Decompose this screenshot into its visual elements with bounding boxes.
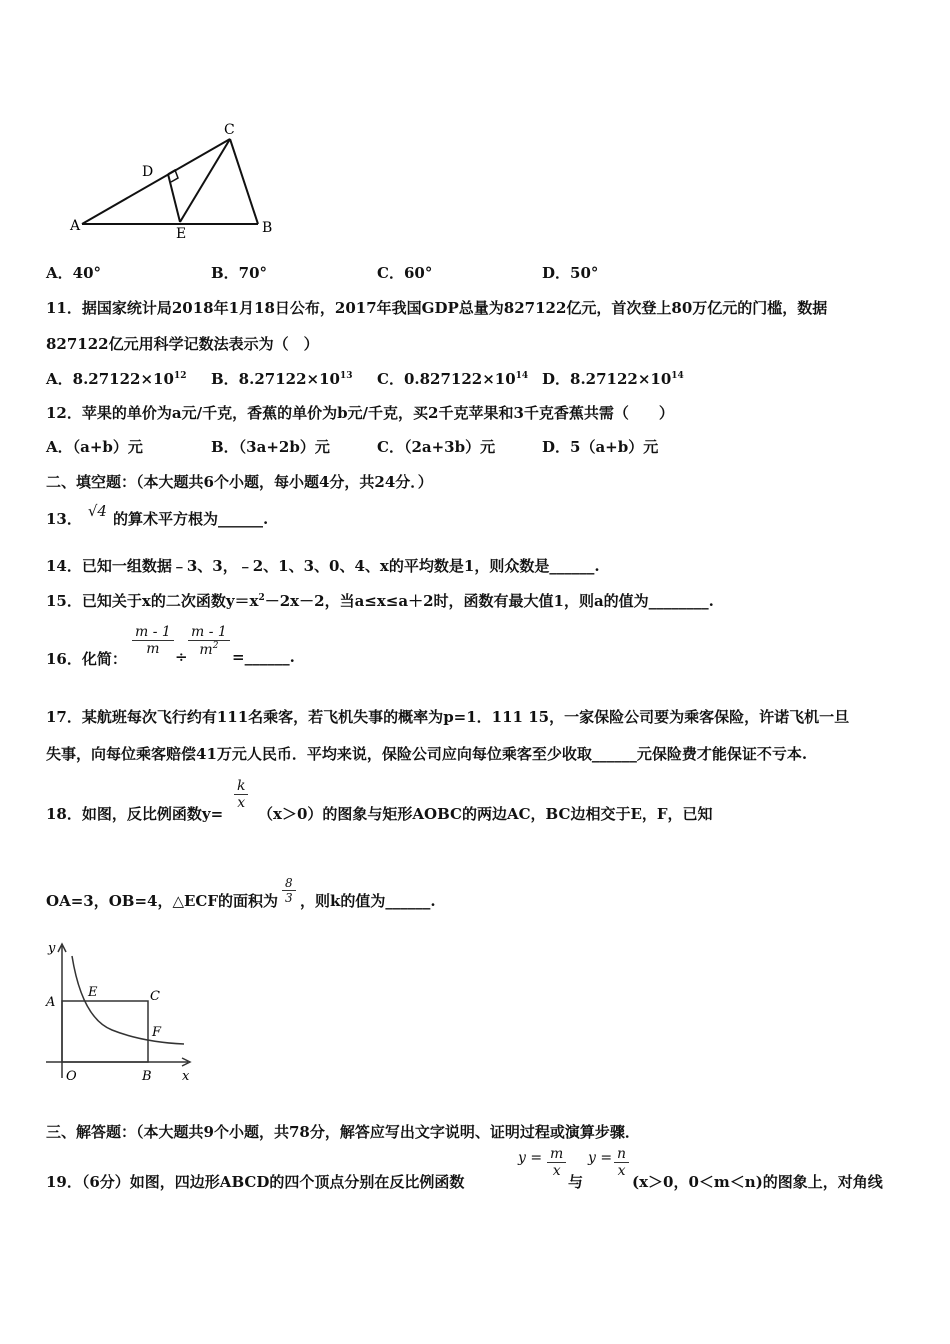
q18-line1-pre: 18．如图，反比例函数y= [46,805,224,823]
q13: 13． √4 的算术平方根为______. [46,502,269,528]
q19-pre: 19．（6分）如图，四边形ABCD的四个顶点分别在反比例函数 [46,1173,465,1191]
q11-option-d: D．$8.27122\times 10^{14}$ [542,370,684,388]
segment-CB [230,139,258,224]
label-B: B [262,220,273,236]
sqrt-4: √4 [87,502,107,520]
q16-fraction-2: $\frac{m - 1}{m^2}$ [188,624,230,658]
q16-answer-blank: =______. [232,648,295,666]
q16-fraction-1: $\frac{m - 1}{m}$ [132,624,174,657]
label-C: C [224,122,235,138]
q19-y-eq-2: y = [588,1150,613,1166]
q19-mid: 与 [568,1173,584,1191]
q18-k-over-x: $\frac{k}{x}$ [234,778,248,811]
q17-line1: 17．某航班每次飞行约有111名乘客，若飞机失事的概率为p=1．111 15，一家保险公司要为乘客保险，许诺飞机一旦 [46,708,850,726]
q12-option-a: A．（a+b）元 [46,438,143,456]
label-A: A [70,218,81,234]
segment-EC [180,139,230,222]
label-E: E [88,985,98,1000]
q11-option-c: C．$0.827122\times 10^{14}$ [377,370,529,388]
label-E: E [176,226,187,242]
q12-option-d: D．5（a+b）元 [542,438,659,456]
label-y: y [48,941,56,956]
q19-n-over-x: $\frac{n}{x}$ [614,1146,629,1179]
q12-option-b: B．（3a+2b）元 [211,438,330,456]
q12-option-c: C．（2a+3b）元 [377,438,496,456]
q19-post: (x＞0，0＜m＜n)的图象上，对角线 [632,1173,883,1191]
q18-line1-post: （x＞0）的图象与矩形AOBC的两边AC，BC边相交于E，F，已知 [258,805,713,823]
label-D: D [142,164,154,180]
q10-option-a: A．40° [46,264,102,282]
q10-option-c: C．60° [377,264,433,282]
hyperbola-curve [72,956,184,1044]
label-F: F [152,1025,162,1040]
q15: 15．已知关于x的二次函数$y=x^2-2x-2$，当a≤x≤a＋2时，函数有最大值1，则a的值为________. [46,592,714,610]
q10-option-b: B．70° [211,264,268,282]
q11-line2: 827122亿元用科学记数法表示为（ ） [46,335,319,353]
hyperbola-rectangle-figure [42,938,198,1090]
section-3-heading: 三、解答题：（本大题共9个小题，共78分，解答应写出文字说明、证明过程或演算步骤． [46,1123,640,1141]
q10-option-d: D．50° [542,264,599,282]
q14: 14．已知一组数据﹣3、3，﹣2、1、3、0、4、x的平均数是1，则众数是______. [46,557,600,575]
q11-option-a: A．$8.27122\times 10^{12}$ [46,370,187,388]
label-A: A [46,995,56,1010]
label-O: O [66,1069,77,1084]
q19-y-eq-1: y = [518,1150,543,1166]
label-x: x [182,1069,190,1084]
q18-line2-post: ，则k的值为______. [300,892,436,910]
segment-DE [168,174,180,222]
label-C: C [150,989,160,1004]
q18-fraction-8-3: $\frac{8}{3}$ [282,876,296,905]
label-B: B [142,1069,152,1084]
q11-option-b: B．$8.27122\times 10^{13}$ [211,370,353,388]
q16-divide: ÷ [175,648,188,666]
rectangle-AOBC [62,1001,148,1062]
q11-line1: 11．据国家统计局2018年1月18日公布，2017年我国GDP总量为827122亿元，首次登上80万亿元的门槛，数据 [46,299,828,317]
q19-m-over-x: $\frac{m}{x}$ [547,1146,566,1179]
triangle-figure [66,118,286,243]
q16-prefix: 16．化简： [46,650,127,668]
q18-line2-pre: OA=3，OB=4，△ECF的面积为 [46,892,279,910]
q12-line: 12．苹果的单价为a元/千克，香蕉的单价为b元/千克，买2千克苹果和3千克香蕉共需（ ） [46,404,674,422]
segment-AC [82,139,230,224]
q17-line2: 失事，向每位乘客赔偿41万元人民币．平均来说，保险公司应向每位乘客至少收取______元保险费才能保证不亏本. [46,745,808,763]
section-2-heading: 二、填空题：（本大题共6个小题，每小题4分，共24分．） [46,473,433,491]
